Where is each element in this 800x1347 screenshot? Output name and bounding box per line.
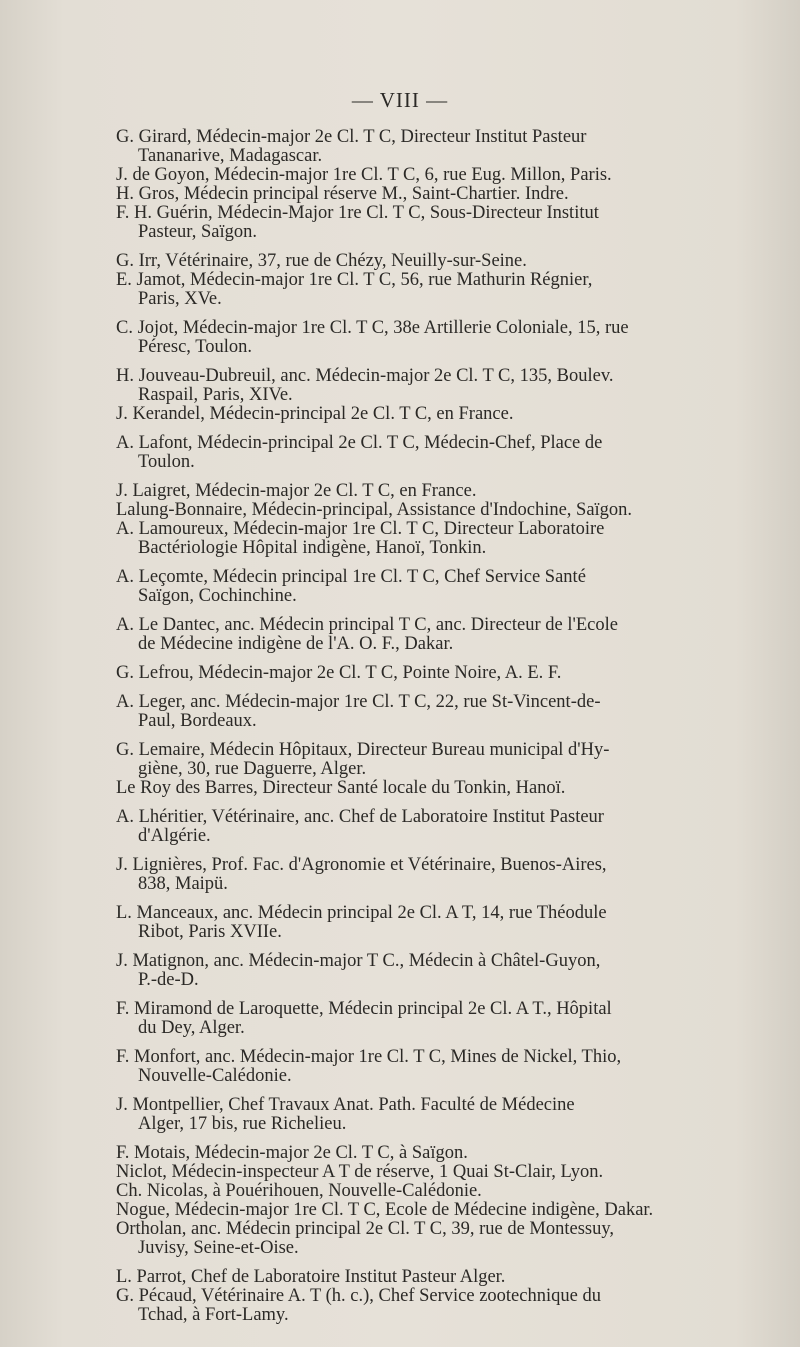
entry-line: J. Kerandel, Médecin-principal 2e Cl. T C, en France. bbox=[116, 405, 514, 424]
entry-continuation-line: Toulon. bbox=[138, 453, 195, 472]
entry-line: Nogue, Médecin-major 1re Cl. T C, Ecole de Médecine indigène, Dakar. bbox=[116, 1201, 654, 1220]
entry-line: A. Leger, anc. Médecin-major 1re Cl. T C, 22, rue St-Vincent-de- bbox=[116, 693, 601, 712]
entry-line: F. Monfort, anc. Médecin-major 1re Cl. T C, Mines de Nickel, Thio, bbox=[116, 1048, 622, 1067]
entry-line: L. Manceaux, anc. Médecin principal 2e Cl. A T, 14, rue Théodule bbox=[116, 904, 607, 923]
entry-line: H. Jouveau-Dubreuil, anc. Médecin-major 2e Cl. T C, 135, Boulev. bbox=[116, 367, 614, 386]
entry-line: A. Le Dantec, anc. Médecin principal T C, anc. Directeur de l'Ecole bbox=[116, 616, 618, 635]
member-entry bbox=[116, 501, 738, 520]
entry-line: Niclot, Médecin-inspecteur A T de réserve, 1 Quai St-Clair, Lyon. bbox=[116, 1163, 604, 1182]
member-entry bbox=[116, 434, 738, 472]
entry-line: G. Lemaire, Médecin Hôpitaux, Directeur Bureau municipal d'Hy- bbox=[116, 741, 610, 760]
entry-continuation-line: Pasteur, Saïgon. bbox=[138, 223, 257, 242]
entry-line: J. de Goyon, Médecin-major 1re Cl. T C, 6, rue Eug. Millon, Paris. bbox=[116, 166, 612, 185]
entry-continuation-line: du Dey, Alger. bbox=[138, 1019, 245, 1038]
member-entry bbox=[116, 1163, 738, 1182]
page-number: — VIII — bbox=[351, 88, 449, 112]
member-entry bbox=[116, 1048, 738, 1086]
member-entry bbox=[116, 568, 738, 606]
member-entry bbox=[116, 904, 738, 942]
member-entry bbox=[116, 520, 738, 558]
entry-line: A. Lhéritier, Vétérinaire, anc. Chef de Laboratoire Institut Pasteur bbox=[116, 808, 604, 827]
member-entry bbox=[116, 741, 738, 779]
member-entry bbox=[116, 693, 738, 731]
member-entry bbox=[116, 166, 738, 185]
entry-continuation-line: Tananarive, Madagascar. bbox=[138, 147, 323, 166]
entry-line: E. Jamot, Médecin-major 1re Cl. T C, 56, rue Mathurin Régnier, bbox=[116, 271, 593, 290]
member-entry bbox=[116, 616, 738, 654]
entry-continuation-line: Raspail, Paris, XIVe. bbox=[138, 386, 293, 405]
member-entry bbox=[116, 128, 738, 166]
entry-continuation-line: Paul, Bordeaux. bbox=[138, 712, 257, 731]
entry-continuation-line: Alger, 17 bis, rue Richelieu. bbox=[138, 1115, 347, 1134]
entry-continuation-line: Ribot, Paris XVIIe. bbox=[138, 923, 282, 942]
member-entry bbox=[116, 1268, 738, 1287]
entry-line: Ch. Nicolas, à Pouérihouen, Nouvelle-Calédonie. bbox=[116, 1182, 482, 1201]
member-entry bbox=[116, 952, 738, 990]
member-entry bbox=[116, 405, 738, 424]
entry-continuation-line: Paris, XVe. bbox=[138, 290, 222, 309]
entry-line: J. Lignières, Prof. Fac. d'Agronomie et Vétérinaire, Buenos-Aires, bbox=[116, 856, 607, 875]
entry-continuation-line: Juvisy, Seine-et-Oise. bbox=[138, 1239, 299, 1258]
entry-line: F. H. Guérin, Médecin-Major 1re Cl. T C, Sous-Directeur Institut bbox=[116, 204, 599, 223]
member-entry bbox=[116, 856, 738, 894]
entry-line: G. Pécaud, Vétérinaire A. T (h. c.), Chef Service zootechnique du bbox=[116, 1287, 601, 1306]
member-entry bbox=[116, 271, 738, 309]
entry-continuation-line: 838, Maipü. bbox=[138, 875, 228, 894]
member-list bbox=[116, 128, 738, 1325]
entry-continuation-line: d'Algérie. bbox=[138, 827, 211, 846]
entry-line: J. Matignon, anc. Médecin-major T C., Médecin à Châtel-Guyon, bbox=[116, 952, 601, 971]
member-entry bbox=[116, 367, 738, 405]
entry-continuation-line: Péresc, Toulon. bbox=[138, 338, 252, 357]
entry-line: G. Girard, Médecin-major 2e Cl. T C, Directeur Institut Pasteur bbox=[116, 128, 587, 147]
entry-line: F. Motais, Médecin-major 2e Cl. T C, à Saïgon. bbox=[116, 1144, 468, 1163]
member-entry bbox=[116, 808, 738, 846]
entry-line: G. Lefrou, Médecin-major 2e Cl. T C, Pointe Noire, A. E. F. bbox=[116, 664, 562, 683]
member-entry bbox=[116, 1287, 738, 1325]
entry-line: A. Lamoureux, Médecin-major 1re Cl. T C, Directeur Laboratoire bbox=[116, 520, 605, 539]
member-entry bbox=[116, 1220, 738, 1258]
member-entry bbox=[116, 1182, 738, 1201]
member-entry bbox=[116, 1096, 738, 1134]
entry-line: H. Gros, Médecin principal réserve M., Saint-Chartier. Indre. bbox=[116, 185, 569, 204]
entry-line: C. Jojot, Médecin-major 1re Cl. T C, 38e Artillerie Coloniale, 15, rue bbox=[116, 319, 629, 338]
member-entry bbox=[116, 1000, 738, 1038]
member-entry bbox=[116, 204, 738, 242]
member-entry bbox=[116, 664, 738, 683]
entry-line: A. Lafont, Médecin-principal 2e Cl. T C, Médecin-Chef, Place de bbox=[116, 434, 603, 453]
entry-continuation-line: giène, 30, rue Daguerre, Alger. bbox=[138, 760, 367, 779]
entry-continuation-line: Nouvelle-Calédonie. bbox=[138, 1067, 292, 1086]
entry-line: J. Laigret, Médecin-major 2e Cl. T C, en France. bbox=[116, 482, 477, 501]
entry-line: J. Montpellier, Chef Travaux Anat. Path. Faculté de Médecine bbox=[116, 1096, 575, 1115]
entry-continuation-line: Tchad, à Fort-Lamy. bbox=[138, 1306, 289, 1325]
entry-continuation-line: Saïgon, Cochinchine. bbox=[138, 587, 297, 606]
entry-line: L. Parrot, Chef de Laboratoire Institut Pasteur Alger. bbox=[116, 1268, 506, 1287]
member-entry bbox=[116, 252, 738, 271]
entry-line: Le Roy des Barres, Directeur Santé locale du Tonkin, Hanoï. bbox=[116, 779, 566, 798]
entry-continuation-line: Bactériologie Hôpital indigène, Hanoï, Tonkin. bbox=[138, 539, 487, 558]
member-entry bbox=[116, 1144, 738, 1163]
member-entry bbox=[116, 779, 738, 798]
entry-line: Ortholan, anc. Médecin principal 2e Cl. T C, 39, rue de Montessuy, bbox=[116, 1220, 615, 1239]
entry-line: F. Miramond de Laroquette, Médecin principal 2e Cl. A T., Hôpital bbox=[116, 1000, 612, 1019]
entry-line: A. Leçomte, Médecin principal 1re Cl. T C, Chef Service Santé bbox=[116, 568, 586, 587]
member-entry bbox=[116, 319, 738, 357]
entry-continuation-line: P.-de-D. bbox=[138, 971, 199, 990]
entry-line: G. Irr, Vétérinaire, 37, rue de Chézy, Neuilly-sur-Seine. bbox=[116, 252, 527, 271]
member-entry bbox=[116, 185, 738, 204]
entry-continuation-line: de Médecine indigène de l'A. O. F., Dakar. bbox=[138, 635, 454, 654]
entry-line: Lalung-Bonnaire, Médecin-principal, Assistance d'Indochine, Saïgon. bbox=[116, 501, 633, 520]
member-entry bbox=[116, 482, 738, 501]
member-entry bbox=[116, 1201, 738, 1220]
